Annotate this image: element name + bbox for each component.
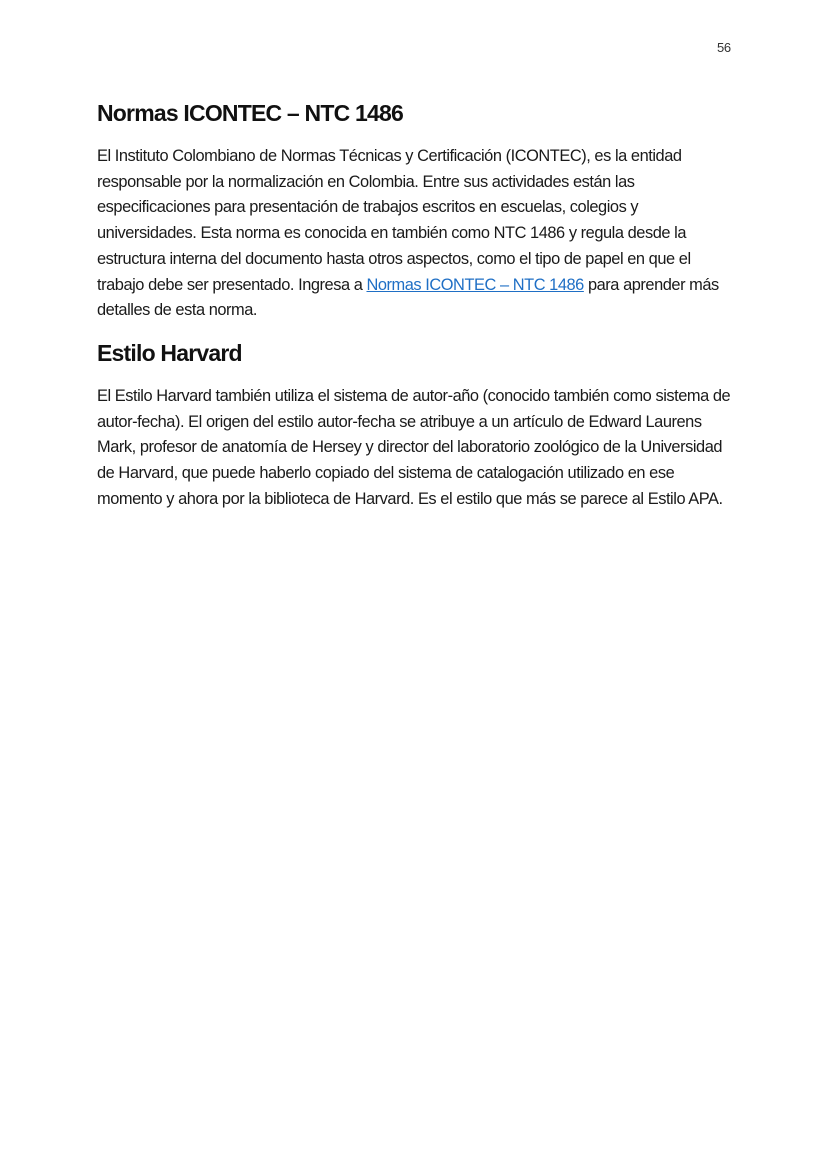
section-heading-harvard: Estilo Harvard: [97, 339, 242, 366]
section-paragraph-harvard: El Estilo Harvard también utiliza el sistema de autor-año (conocido también como sistema de autor-fecha). El origen del estilo autor-fecha se atribuye a un artículo de Edward Laurens Mark, profesor de anatomía de Hersey y director del laboratorio zoológico de la Universidad de Harvard, que puede haberlo copiado del sistema de catalogación utilizado en ese momento y ahora por la biblioteca de Harvard. Es el estilo que más se parece al Estilo APA.: [97, 386, 731, 508]
page-number: 56: [717, 40, 731, 55]
section-heading-icontec: Normas ICONTEC – NTC 1486: [97, 100, 403, 126]
document-content: [97, 96, 737, 512]
icontec-link[interactable]: Normas ICONTEC – NTC 1486: [366, 275, 584, 294]
paragraph-text: para aprender más detalles de esta norma.: [97, 275, 719, 320]
section-paragraph-icontec: [97, 144, 737, 324]
paragraph-text: El Instituto Colombiano de Normas Técnicas y Certificación (ICONTEC), es la entidad responsable por la normalización en Colombia. Entre sus actividades están las especificaciones para presentación de trabajos escritos en escuelas, colegios y universidades. Esta norma es conocida en también como NTC 1486 y regula desde la estructura interna del documento hasta otros aspectos, como el tipo de papel en que el trabajo debe ser presentado. Ingresa a: [97, 147, 691, 294]
